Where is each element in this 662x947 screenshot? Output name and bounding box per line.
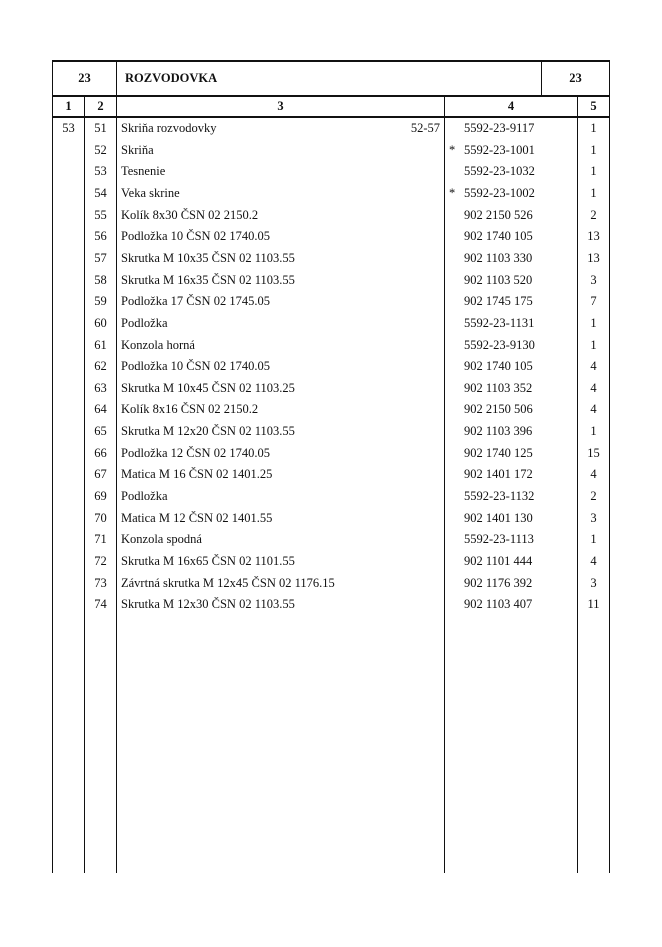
row-code: 902 1740 105 <box>464 359 533 373</box>
header-left-number: 23 <box>78 71 91 85</box>
row-mark: * <box>449 186 456 200</box>
row-description: Skrutka M 16x35 ČSN 02 1103.55 <box>121 273 295 287</box>
row-position: 55 <box>94 208 107 222</box>
frame-right <box>609 60 610 873</box>
row-description: Podložka 12 ČSN 02 1740.05 <box>121 446 270 460</box>
row-position: 52 <box>94 143 107 157</box>
row-quantity: 15 <box>587 446 600 460</box>
row-description: Kolík 8x16 ČSN 02 2150.2 <box>121 402 259 416</box>
row-code: 902 1103 520 <box>464 273 533 287</box>
row-quantity: 7 <box>590 294 597 308</box>
row-position: 62 <box>94 359 107 373</box>
row-position: 72 <box>94 554 107 568</box>
row-position: 57 <box>94 251 107 265</box>
row-code: 5592-23-1131 <box>464 316 535 330</box>
column-header-2: 2 <box>97 99 104 113</box>
column-header-1: 1 <box>65 99 72 113</box>
row-code: 5592-23-1113 <box>464 532 534 546</box>
row-quantity: 4 <box>590 359 597 373</box>
row-position: 61 <box>94 338 107 352</box>
row-code: 902 1103 396 <box>464 424 533 438</box>
row-code: 902 2150 526 <box>464 208 533 222</box>
row-position: 66 <box>94 446 107 460</box>
row-code: 902 1745 175 <box>464 294 533 308</box>
row-description: Skrutka M 10x35 ČSN 02 1103.55 <box>121 251 295 265</box>
row-quantity: 2 <box>590 208 597 222</box>
row-note: 52-57 <box>410 121 440 135</box>
row-quantity: 11 <box>587 597 600 611</box>
row-quantity: 3 <box>590 511 597 525</box>
row-quantity: 1 <box>590 164 597 178</box>
row-description: Skrutka M 12x30 ČSN 02 1103.55 <box>121 597 295 611</box>
row-code: 902 1103 352 <box>464 381 533 395</box>
row-code: 902 1401 130 <box>464 511 533 525</box>
row-quantity: 13 <box>587 251 600 265</box>
row-quantity: 13 <box>587 229 600 243</box>
row-code: 5592-23-1132 <box>464 489 535 503</box>
row-quantity: 3 <box>590 273 597 287</box>
row-code: 902 1740 125 <box>464 446 533 460</box>
row-code: 902 2150 506 <box>464 402 533 416</box>
row-position: 71 <box>94 532 107 546</box>
row-code: 902 1103 330 <box>464 251 533 265</box>
row-quantity: 4 <box>590 554 597 568</box>
row-position: 60 <box>94 316 107 330</box>
row-description: Skriňa rozvodovky <box>121 121 217 135</box>
row-description: Tesnenie <box>121 164 166 178</box>
row-description: Kolík 8x30 ČSN 02 2150.2 <box>121 208 259 222</box>
row-description: Skriňa <box>121 143 154 157</box>
row-position: 69 <box>94 489 107 503</box>
row-code: 902 1740 105 <box>464 229 533 243</box>
row-description: Skrutka M 12x20 ČSN 02 1103.55 <box>121 424 295 438</box>
row-position: 64 <box>94 402 107 416</box>
column-header-4: 4 <box>507 99 515 113</box>
row-code: 5592-23-9117 <box>464 121 535 135</box>
row-mark: * <box>449 143 456 157</box>
row-quantity: 4 <box>590 402 597 416</box>
row-code: 902 1103 407 <box>464 597 533 611</box>
row-quantity: 1 <box>590 338 597 352</box>
row-position: 51 <box>94 121 107 135</box>
row-description: Skrutka M 10x45 ČSN 02 1103.25 <box>121 381 295 395</box>
col-divider-2 <box>116 96 117 873</box>
row-description: Podložka 10 ČSN 02 1740.05 <box>121 229 270 243</box>
row-quantity: 1 <box>590 316 597 330</box>
row-description: Podložka <box>121 316 168 330</box>
row-description: Konzola horná <box>121 338 195 352</box>
row-position: 54 <box>94 186 107 200</box>
row-position: 56 <box>94 229 107 243</box>
row-description: Konzola spodná <box>121 532 202 546</box>
row-description: Matica M 16 ČSN 02 1401.25 <box>121 467 273 481</box>
row-quantity: 1 <box>590 143 597 157</box>
header-divider-left <box>116 60 117 96</box>
group-number: 53 <box>62 121 75 135</box>
row-position: 65 <box>94 424 107 438</box>
header-right-number: 23 <box>569 71 582 85</box>
row-quantity: 1 <box>590 532 597 546</box>
row-description: Podložka 10 ČSN 02 1740.05 <box>121 359 270 373</box>
row-position: 70 <box>94 511 107 525</box>
frame-top <box>52 60 610 62</box>
row-code: 902 1176 392 <box>464 576 533 590</box>
column-header-3: 3 <box>277 99 284 113</box>
row-code: 5592-23-1002 <box>464 186 535 200</box>
row-position: 59 <box>94 294 107 308</box>
row-quantity: 4 <box>590 467 597 481</box>
row-position: 53 <box>94 164 107 178</box>
row-description: Závrtná skrutka M 12x45 ČSN 02 1176.15 <box>121 576 335 590</box>
frame-left <box>52 60 53 873</box>
row-code: 5592-23-1001 <box>464 143 535 157</box>
row-quantity: 1 <box>590 121 597 135</box>
row-quantity: 3 <box>590 576 597 590</box>
row-position: 74 <box>94 597 107 611</box>
column-header-5: 5 <box>590 99 597 113</box>
row-quantity: 1 <box>590 186 597 200</box>
row-code: 902 1401 172 <box>464 467 533 481</box>
header-divider <box>52 95 610 97</box>
row-description: Podložka <box>121 489 168 503</box>
row-quantity: 4 <box>590 381 597 395</box>
row-quantity: 1 <box>590 424 597 438</box>
row-position: 67 <box>94 467 107 481</box>
row-description: Veka skrine <box>121 186 180 200</box>
page-title: ROZVODOVKA <box>125 71 218 85</box>
col-divider-3 <box>444 96 445 873</box>
row-code: 5592-23-1032 <box>464 164 535 178</box>
row-position: 63 <box>94 381 107 395</box>
row-code: 902 1101 444 <box>464 554 533 568</box>
row-position: 58 <box>94 273 107 287</box>
row-description: Podložka 17 ČSN 02 1745.05 <box>121 294 270 308</box>
row-description: Matica M 12 ČSN 02 1401.55 <box>121 511 273 525</box>
row-position: 73 <box>94 576 107 590</box>
row-description: Skrutka M 16x65 ČSN 02 1101.55 <box>121 554 295 568</box>
row-code: 5592-23-9130 <box>464 338 535 352</box>
row-quantity: 2 <box>590 489 597 503</box>
column-header-divider <box>52 116 610 118</box>
